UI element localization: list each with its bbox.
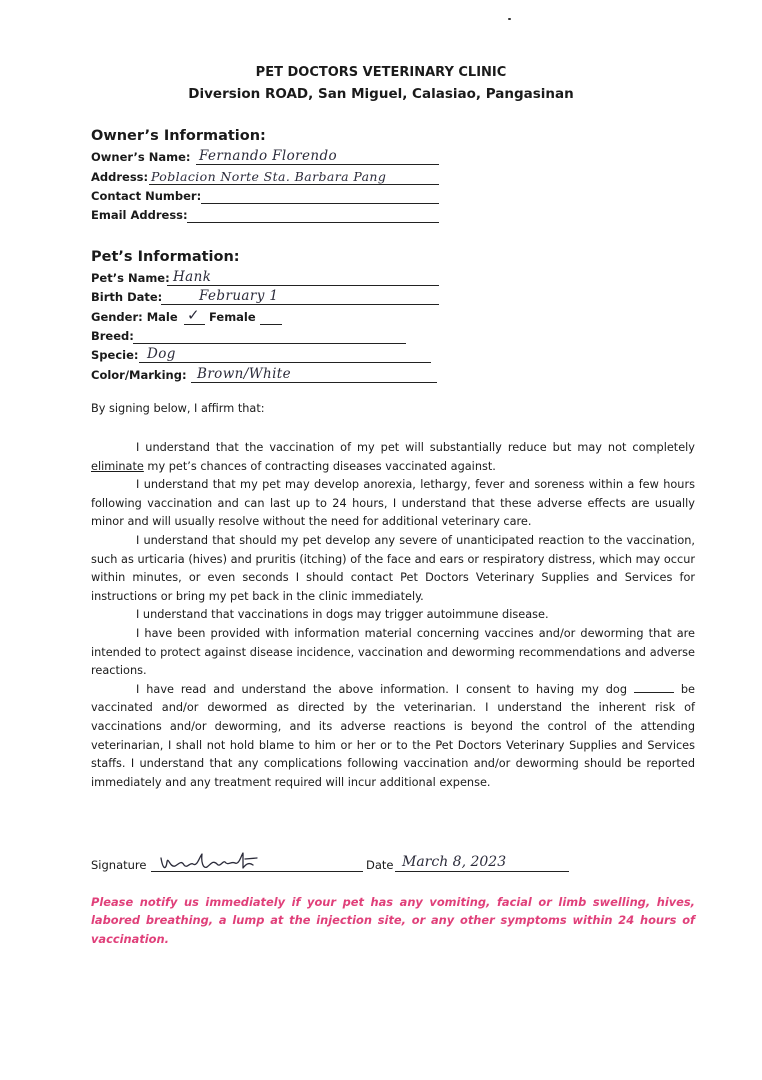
clinic-address: Diversion ROAD, San Miguel, Calasiao, Pangasinan bbox=[188, 86, 574, 102]
clinic-name: PET DOCTORS VETERINARY CLINIC bbox=[255, 65, 507, 80]
female-blank-line bbox=[260, 324, 282, 325]
pet-name-label: Pet’s Name: bbox=[91, 271, 170, 285]
owner-name-value: Fernando Florendo bbox=[199, 148, 338, 164]
dog-name-blank[interactable] bbox=[634, 682, 674, 693]
pet-name-line bbox=[167, 285, 439, 286]
color-marking-value: Brown/White bbox=[197, 366, 292, 382]
date-line[interactable] bbox=[395, 871, 569, 872]
gender-female-label: Female bbox=[209, 310, 256, 324]
owner-name-label: Owner’s Name: bbox=[91, 150, 191, 164]
statement-paragraph: I understand that vaccinations in dogs may trigger autoimmune disease. bbox=[136, 608, 549, 622]
affirmation-intro: By signing below, I affirm that: bbox=[91, 402, 265, 415]
specie-label: Specie: bbox=[91, 348, 139, 362]
male-check-mark: ✓ bbox=[187, 306, 200, 324]
post-vaccination-notice: Please notify us immediately if your pet has any vomiting, facial or limb swelling, hives, labored breathing, a lump at the injection site, or any other symptoms within 24 hours of vaccination. bbox=[91, 895, 695, 946]
contact-number-line bbox=[201, 203, 439, 204]
color-marking-field[interactable] bbox=[91, 366, 441, 385]
statement-paragraph bbox=[91, 439, 695, 476]
birth-date-field[interactable] bbox=[91, 288, 441, 307]
scan-speck bbox=[508, 18, 511, 20]
signature-date-value: March 8, 2023 bbox=[402, 854, 507, 870]
male-blank-line bbox=[184, 324, 205, 325]
signature-mark bbox=[157, 850, 267, 874]
contact-number-field[interactable] bbox=[91, 187, 441, 206]
underlined-word: eliminate bbox=[91, 459, 144, 473]
signature-row bbox=[91, 850, 691, 876]
birth-date-value: February 1 bbox=[199, 288, 279, 304]
owner-address-field[interactable] bbox=[91, 168, 451, 187]
owner-address-line bbox=[149, 184, 439, 185]
date-label: Date bbox=[366, 858, 394, 872]
email-address-line bbox=[187, 222, 439, 223]
signature-label: Signature bbox=[91, 858, 147, 872]
pet-name-value: Hank bbox=[173, 269, 212, 285]
statement-paragraph: I understand that my pet may develop anorexia, lethargy, fever and soreness within a few hours following vaccination and can last up to 24 hours, I understand that these adverse effects are usually minor and will usually resolve without the need for additional veterinary care. bbox=[91, 478, 695, 529]
birth-date-line bbox=[161, 304, 439, 305]
consent-statements bbox=[91, 439, 695, 792]
color-marking-line bbox=[191, 382, 437, 383]
owner-name-line bbox=[196, 164, 439, 165]
owner-address-value: Poblacion Norte Sta. Barbara Pang bbox=[151, 169, 387, 184]
breed-line bbox=[133, 343, 406, 344]
statement-text: I understand that the vaccination of my pet will substantially reduce but may not completely bbox=[136, 441, 695, 454]
birth-date-label: Birth Date: bbox=[91, 290, 163, 304]
color-marking-label: Color/Marking: bbox=[91, 368, 187, 382]
statement-text: my pet’s chances of contracting diseases vaccinated against. bbox=[143, 459, 496, 473]
owner-name-field[interactable] bbox=[91, 148, 441, 167]
contact-number-label: Contact Number: bbox=[91, 189, 202, 203]
statement-paragraph: I understand that should my pet develop any severe of unanticipated reaction to the vaccination, such as urticaria (hives) and pruritis (itching) of the face and ears or respiratory distress, which may occur within minutes, or even seconds I should contact Pet Doctors Veterinary Supplies and Services for instructions or bring my pet back in the clinic immediately. bbox=[91, 533, 695, 603]
breed-label: Breed: bbox=[91, 329, 134, 343]
email-address-label: Email Address: bbox=[91, 208, 188, 222]
statement-paragraph bbox=[91, 681, 695, 793]
specie-field[interactable] bbox=[91, 346, 436, 365]
gender-male-label: Gender: Male bbox=[91, 310, 178, 324]
statement-paragraph: I have been provided with information material concerning vaccines and/or deworming that are intended to protect against disease incidence, vaccination and deworming recommendations and adverse reactions. bbox=[91, 626, 695, 678]
owner-address-label: Address: bbox=[91, 170, 149, 184]
specie-line bbox=[139, 362, 431, 363]
statement-text: I have read and understand the above information. I consent to having my dog bbox=[136, 682, 634, 696]
statement-text: be vaccinated and/or dewormed as directed by the veterinarian. I understand the inherent risk of vaccinations and/or deworming, and its adverse reactions is beyond the control of the attending veterinarian, I shall not hold blame to him or her or to the Pet Doctors Veterinary Supplies and Services staffs. I understand that any complications following vaccination and/or deworming should be reported immediately and any treatment required will incur additional expense. bbox=[91, 682, 696, 789]
owner-info-heading: Owner’s Information: bbox=[91, 128, 266, 144]
breed-field[interactable] bbox=[91, 327, 411, 346]
pet-info-heading: Pet’s Information: bbox=[91, 249, 240, 265]
specie-value: Dog bbox=[147, 346, 176, 362]
pet-name-field[interactable] bbox=[91, 269, 441, 288]
email-address-field[interactable] bbox=[91, 206, 441, 225]
gender-field[interactable] bbox=[91, 308, 291, 327]
